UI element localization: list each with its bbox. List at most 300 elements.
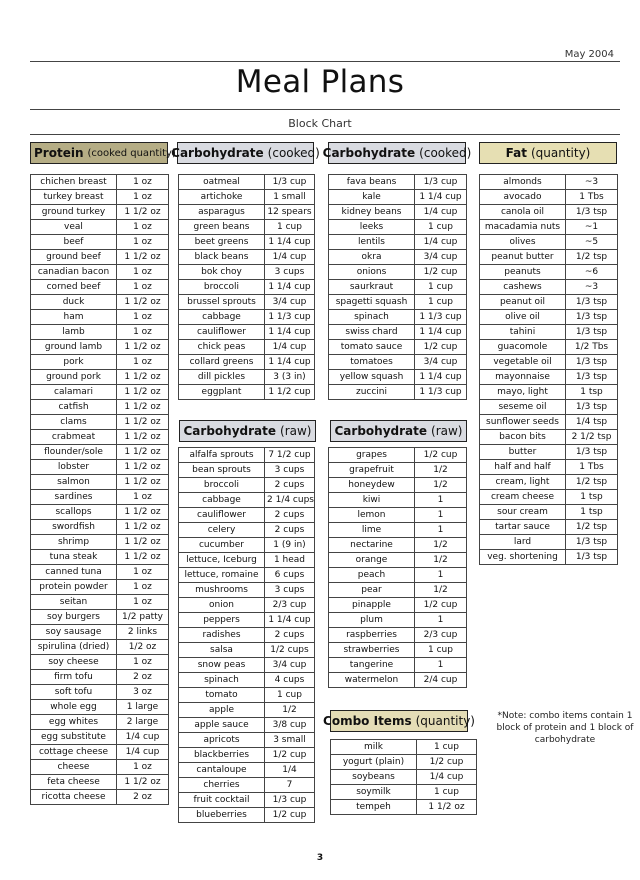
table-row (329, 553, 467, 568)
table-row (31, 685, 169, 700)
page-subtitle: Block Chart (288, 117, 352, 130)
food-name: dill pickles (179, 370, 265, 385)
table-row (480, 310, 618, 325)
table-row (31, 295, 169, 310)
table-row (31, 460, 169, 475)
table-row (31, 220, 169, 235)
block-quantity: 1 (415, 568, 467, 583)
block-quantity: 1 (415, 523, 467, 538)
table-row (179, 568, 315, 583)
table-row (480, 370, 618, 385)
food-name: canola oil (480, 205, 566, 220)
table-row (31, 250, 169, 265)
block-quantity: 1/2 tsp (566, 250, 618, 265)
food-name: tomatoes (329, 355, 415, 370)
table-row (31, 610, 169, 625)
block-quantity: 3/4 cup (265, 658, 315, 673)
food-name: soy burgers (31, 610, 117, 625)
food-name: artichoke (179, 190, 265, 205)
block-quantity: 3 cups (265, 265, 315, 280)
food-name: tempeh (331, 800, 417, 815)
table-row (329, 280, 467, 295)
combo-table (330, 739, 477, 815)
food-name: yellow squash (329, 370, 415, 385)
food-name: avocado (480, 190, 566, 205)
table-row (480, 475, 618, 490)
food-name: bean sprouts (179, 463, 265, 478)
block-quantity: 1/3 tsp (566, 325, 618, 340)
table-row (179, 265, 315, 280)
block-quantity: 1/4 cup (415, 235, 467, 250)
table-row (480, 220, 618, 235)
table-row (31, 655, 169, 670)
food-name: alfalfa sprouts (179, 448, 265, 463)
block-quantity: 1 tsp (566, 505, 618, 520)
food-name: olive oil (480, 310, 566, 325)
food-name: lard (480, 535, 566, 550)
block-quantity: 1 1/4 cup (265, 613, 315, 628)
food-name: corned beef (31, 280, 117, 295)
block-quantity: 3 (3 in) (265, 370, 315, 385)
table-row (179, 643, 315, 658)
block-quantity: 3 cups (265, 583, 315, 598)
block-quantity: 1 oz (117, 310, 169, 325)
block-quantity: ~5 (566, 235, 618, 250)
table-row (480, 325, 618, 340)
table-row (480, 415, 618, 430)
table-row (31, 760, 169, 775)
food-name: cantaloupe (179, 763, 265, 778)
block-quantity: 1/2 (415, 583, 467, 598)
food-name: peanuts (480, 265, 566, 280)
block-quantity: 1 Tbs (566, 190, 618, 205)
table-row (329, 250, 467, 265)
block-quantity: 1/4 cup (265, 250, 315, 265)
block-quantity: 2 cups (265, 508, 315, 523)
food-name: lamb (31, 325, 117, 340)
fat-table (479, 174, 618, 565)
table-row (179, 748, 315, 763)
food-name: cabbage (179, 310, 265, 325)
block-quantity: 1 1/3 cup (415, 385, 467, 400)
food-name: almonds (480, 175, 566, 190)
block-quantity: 1/4 (265, 763, 315, 778)
protein-table (30, 174, 169, 805)
block-quantity: 1 1/2 oz (117, 460, 169, 475)
table-row (331, 755, 477, 770)
block-quantity: 1 oz (117, 280, 169, 295)
food-name: apricots (179, 733, 265, 748)
table-row (179, 763, 315, 778)
food-name: calamari (31, 385, 117, 400)
block-quantity: 1 tsp (566, 490, 618, 505)
food-name: orange (329, 553, 415, 568)
block-quantity: 1 1/4 cup (415, 370, 467, 385)
table-row (329, 448, 467, 463)
block-quantity: 1 1/2 oz (117, 445, 169, 460)
block-quantity: 1 (415, 508, 467, 523)
food-name: beef (31, 235, 117, 250)
block-quantity: 1 cup (265, 688, 315, 703)
carb-raw-2-header (330, 420, 467, 442)
table-row (179, 175, 315, 190)
carb-cooked-2-header (322, 142, 472, 164)
block-quantity: 2/3 cup (265, 598, 315, 613)
table-row (31, 370, 169, 385)
block-quantity: 1 head (265, 553, 315, 568)
block-quantity: 1 oz (117, 325, 169, 340)
table-row (179, 793, 315, 808)
food-name: broccoli (179, 280, 265, 295)
combo-header (323, 710, 475, 732)
table-row (179, 250, 315, 265)
food-name: radishes (179, 628, 265, 643)
block-quantity: 1 1/4 cup (415, 325, 467, 340)
table-row (329, 583, 467, 598)
food-name: egg whites (31, 715, 117, 730)
food-name: whole egg (31, 700, 117, 715)
food-name: onion (179, 598, 265, 613)
table-row (480, 505, 618, 520)
food-name: egg substitute (31, 730, 117, 745)
food-name: broccoli (179, 478, 265, 493)
table-row (329, 658, 467, 673)
block-quantity: 1 cup (417, 740, 477, 755)
block-quantity: 1/2 cup (415, 598, 467, 613)
table-row (329, 613, 467, 628)
food-name: zuccini (329, 385, 415, 400)
table-row (329, 523, 467, 538)
block-quantity: 1 oz (117, 175, 169, 190)
food-name: tangerine (329, 658, 415, 673)
block-quantity: 1 1/4 cup (265, 280, 315, 295)
carb-raw-1-header (179, 420, 316, 442)
table-row (480, 400, 618, 415)
table-row (329, 463, 467, 478)
block-quantity: 1/2 Tbs (566, 340, 618, 355)
block-quantity: 1/3 tsp (566, 205, 618, 220)
block-quantity: 3 small (265, 733, 315, 748)
table-row (480, 235, 618, 250)
food-name: kidney beans (329, 205, 415, 220)
table-row (31, 490, 169, 505)
block-quantity: 1 1/2 oz (117, 520, 169, 535)
food-name: collard greens (179, 355, 265, 370)
block-quantity: 2 large (117, 715, 169, 730)
block-quantity: 1/2 cup (415, 265, 467, 280)
carb-cooked-2-title: Carbohydrate (322, 146, 416, 160)
table-row (329, 568, 467, 583)
food-name: tartar sauce (480, 520, 566, 535)
food-name: swordfish (31, 520, 117, 535)
table-row (329, 643, 467, 658)
table-row (331, 785, 477, 800)
food-name: cauliflower (179, 508, 265, 523)
food-name: ground turkey (31, 205, 117, 220)
food-name: macadamia nuts (480, 220, 566, 235)
food-name: lime (329, 523, 415, 538)
food-name: firm tofu (31, 670, 117, 685)
food-name: yogurt (plain) (331, 755, 417, 770)
block-quantity: 1 (415, 658, 467, 673)
block-quantity: 3/8 cup (265, 718, 315, 733)
table-row (31, 355, 169, 370)
block-quantity: 1/2 cup (265, 808, 315, 823)
block-quantity: 2 cups (265, 523, 315, 538)
food-name: canadian bacon (31, 265, 117, 280)
food-name: pinapple (329, 598, 415, 613)
table-row (331, 770, 477, 785)
block-quantity: 1/4 tsp (566, 415, 618, 430)
combo-note: *Note: combo items contain 1 block of protein and 1 block of carbohydrate (496, 711, 634, 745)
food-name: oatmeal (179, 175, 265, 190)
block-quantity: 1 cup (415, 220, 467, 235)
block-quantity: 2 oz (117, 790, 169, 805)
food-name: ham (31, 310, 117, 325)
food-name: strawberries (329, 643, 415, 658)
block-quantity: 2 1/2 tsp (566, 430, 618, 445)
divider (30, 109, 620, 110)
block-quantity: 1 oz (117, 760, 169, 775)
table-row (31, 625, 169, 640)
table-row (329, 265, 467, 280)
block-quantity: 1/2 tsp (566, 520, 618, 535)
food-name: lettuce, Iceburg (179, 553, 265, 568)
food-name: turkey breast (31, 190, 117, 205)
food-name: butter (480, 445, 566, 460)
food-name: tomato (179, 688, 265, 703)
food-name: bacon bits (480, 430, 566, 445)
food-name: grapes (329, 448, 415, 463)
table-row (179, 355, 315, 370)
table-row (329, 205, 467, 220)
block-quantity: 3 oz (117, 685, 169, 700)
table-row (179, 778, 315, 793)
block-quantity: 1 small (265, 190, 315, 205)
block-quantity: 3/4 cup (265, 295, 315, 310)
food-name: crabmeat (31, 430, 117, 445)
food-name: peppers (179, 613, 265, 628)
food-name: mushrooms (179, 583, 265, 598)
food-name: sour cream (480, 505, 566, 520)
table-row (480, 340, 618, 355)
food-name: plum (329, 613, 415, 628)
food-name: blueberries (179, 808, 265, 823)
food-name: tahini (480, 325, 566, 340)
block-quantity: 1 1/4 cup (265, 325, 315, 340)
table-row (329, 175, 467, 190)
food-name: spagetti squash (329, 295, 415, 310)
block-quantity: 1 oz (117, 190, 169, 205)
block-quantity: 1 oz (117, 565, 169, 580)
food-name: cabbage (179, 493, 265, 508)
food-name: mayonnaise (480, 370, 566, 385)
block-quantity: 7 (265, 778, 315, 793)
food-name: saurkraut (329, 280, 415, 295)
food-name: sunflower seeds (480, 415, 566, 430)
block-quantity: 1 1/2 oz (117, 250, 169, 265)
table-row (179, 190, 315, 205)
table-row (31, 175, 169, 190)
food-name: soymilk (331, 785, 417, 800)
block-quantity: 1 oz (117, 655, 169, 670)
block-quantity: ~3 (566, 175, 618, 190)
block-quantity: 1 1/3 cup (265, 310, 315, 325)
table-row (179, 205, 315, 220)
table-row (31, 775, 169, 790)
food-name: feta cheese (31, 775, 117, 790)
table-row (179, 523, 315, 538)
block-quantity: 1/3 tsp (566, 445, 618, 460)
block-quantity: 1 1/2 oz (117, 400, 169, 415)
food-name: seseme oil (480, 400, 566, 415)
protein-title: Protein (34, 146, 84, 160)
food-name: ricotta cheese (31, 790, 117, 805)
table-row (329, 355, 467, 370)
block-quantity: 1 1/4 cup (415, 190, 467, 205)
food-name: watermelon (329, 673, 415, 688)
food-name: mayo, light (480, 385, 566, 400)
food-name: peanut oil (480, 295, 566, 310)
divider (30, 61, 620, 62)
block-quantity: 1/3 cup (265, 175, 315, 190)
table-row (329, 370, 467, 385)
food-name: guacomole (480, 340, 566, 355)
table-row (329, 325, 467, 340)
block-quantity: 1/2 patty (117, 610, 169, 625)
block-quantity: 1 1/2 oz (117, 415, 169, 430)
table-row (329, 673, 467, 688)
block-quantity: 1 1/4 cup (265, 355, 315, 370)
block-quantity: 4 cups (265, 673, 315, 688)
table-row (329, 235, 467, 250)
table-row (31, 475, 169, 490)
food-name: blackberries (179, 748, 265, 763)
table-row (329, 340, 467, 355)
carb-raw-1-title: Carbohydrate (183, 424, 277, 438)
block-quantity: 1 oz (117, 265, 169, 280)
table-row (480, 280, 618, 295)
block-quantity: 1 oz (117, 490, 169, 505)
food-name: lobster (31, 460, 117, 475)
table-row (329, 295, 467, 310)
block-quantity: 1 1/2 oz (417, 800, 477, 815)
page-number: 3 (316, 853, 324, 863)
block-quantity: 6 cups (265, 568, 315, 583)
table-row (179, 628, 315, 643)
carb-raw-2-title: Carbohydrate (334, 424, 428, 438)
table-row (480, 430, 618, 445)
fat-qualifier: (quantity) (530, 146, 591, 160)
food-name: ground beef (31, 250, 117, 265)
food-name: cream, light (480, 475, 566, 490)
table-row (31, 265, 169, 280)
table-row (31, 535, 169, 550)
food-name: shrimp (31, 535, 117, 550)
food-name: celery (179, 523, 265, 538)
food-name: olives (480, 235, 566, 250)
food-name: half and half (480, 460, 566, 475)
block-quantity: 1 cup (415, 280, 467, 295)
table-row (31, 790, 169, 805)
food-name: chichen breast (31, 175, 117, 190)
food-name: sardines (31, 490, 117, 505)
carb-raw-2-qualifier: (raw) (431, 424, 463, 438)
food-name: tomato sauce (329, 340, 415, 355)
table-row (480, 355, 618, 370)
date: May 2004 (564, 49, 614, 60)
block-quantity: 1/3 cup (415, 175, 467, 190)
table-row (31, 670, 169, 685)
table-row (179, 718, 315, 733)
carb-cooked-1-title: Carbohydrate (171, 146, 264, 160)
food-name: spirulina (dried) (31, 640, 117, 655)
table-row (329, 220, 467, 235)
table-row (331, 740, 477, 755)
food-name: cream cheese (480, 490, 566, 505)
block-quantity: 1/2 (415, 538, 467, 553)
food-name: leeks (329, 220, 415, 235)
block-quantity: 1/2 cup (415, 448, 467, 463)
table-row (179, 688, 315, 703)
divider (30, 134, 620, 135)
table-row (329, 538, 467, 553)
block-quantity: 1 cup (415, 643, 467, 658)
food-name: peanut butter (480, 250, 566, 265)
block-quantity: 1/3 tsp (566, 400, 618, 415)
food-name: soybeans (331, 770, 417, 785)
table-row (31, 325, 169, 340)
food-name: kale (329, 190, 415, 205)
block-quantity: 1 cup (417, 785, 477, 800)
food-name: pork (31, 355, 117, 370)
page-title: Meal Plans (235, 64, 405, 100)
food-name: scallops (31, 505, 117, 520)
table-row (329, 628, 467, 643)
table-row (480, 520, 618, 535)
food-name: cucumber (179, 538, 265, 553)
food-name: cottage cheese (31, 745, 117, 760)
food-name: asparagus (179, 205, 265, 220)
block-quantity: 1 1/2 oz (117, 475, 169, 490)
food-name: peach (329, 568, 415, 583)
fat-header (479, 142, 617, 164)
food-name: soft tofu (31, 685, 117, 700)
block-quantity: 1/2 cup (265, 748, 315, 763)
food-name: swiss chard (329, 325, 415, 340)
food-name: veg. shortening (480, 550, 566, 565)
table-row (31, 280, 169, 295)
food-name: salmon (31, 475, 117, 490)
block-quantity: 2 oz (117, 670, 169, 685)
table-row (179, 508, 315, 523)
table-row (31, 700, 169, 715)
block-quantity: 1/2 (415, 478, 467, 493)
block-quantity: 1 Tbs (566, 460, 618, 475)
food-name: apple (179, 703, 265, 718)
table-row (31, 385, 169, 400)
table-row (179, 463, 315, 478)
block-quantity: 1 1/2 oz (117, 550, 169, 565)
table-row (179, 340, 315, 355)
table-row (31, 520, 169, 535)
table-row (31, 550, 169, 565)
food-name: cheese (31, 760, 117, 775)
block-quantity: 1 cup (415, 295, 467, 310)
table-row (31, 400, 169, 415)
table-row (480, 295, 618, 310)
block-quantity: 2 cups (265, 628, 315, 643)
